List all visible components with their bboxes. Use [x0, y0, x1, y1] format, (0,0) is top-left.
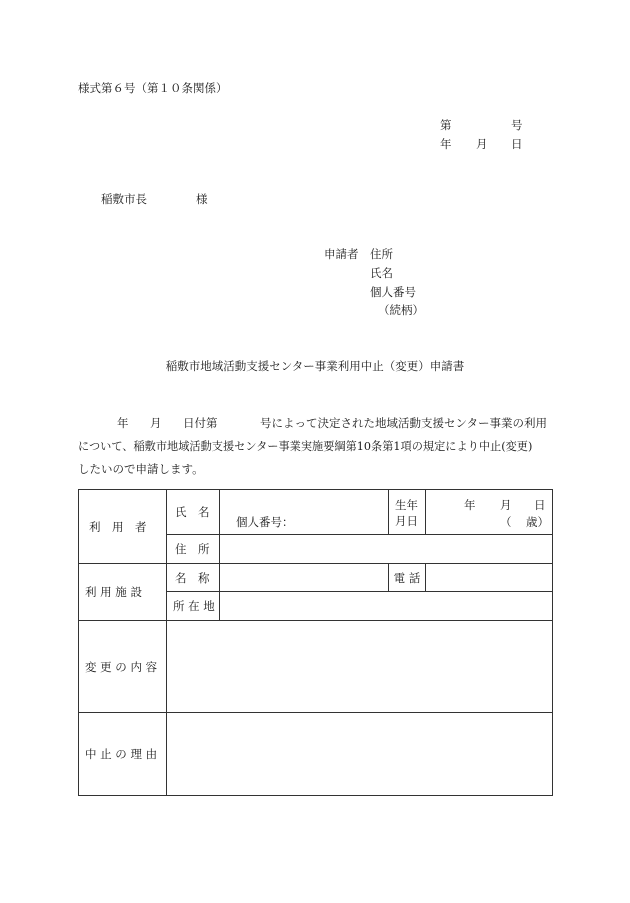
table-row — [79, 713, 553, 796]
address-label-cell — [167, 535, 220, 564]
body-line1-rest: 号によって決定された地域活動支援センター事業の利用 — [260, 416, 548, 430]
dob-value-cell[interactable] — [426, 490, 553, 535]
application-table — [78, 489, 553, 796]
facility-label-text: 利 用 施 設 — [85, 585, 142, 599]
location-label: 所 在 地 — [173, 599, 215, 613]
phone-value-cell[interactable] — [426, 564, 553, 592]
table-row — [79, 564, 553, 592]
phone-label-cell — [388, 563, 425, 592]
applicant-name-label: 氏名 — [370, 266, 393, 280]
change-value-cell[interactable] — [167, 621, 553, 713]
user-section-label — [79, 490, 167, 564]
address-value-cell[interactable] — [220, 535, 553, 564]
body-month: 月 — [150, 416, 162, 430]
facility-name-value-cell[interactable] — [220, 564, 426, 592]
dob-label-cell — [389, 490, 426, 535]
facility-section-label — [79, 564, 167, 621]
document-title: 稲敷市地域活動支援センター事業利用中止（変更）申請書 — [165, 359, 465, 373]
dob-day-label: 日 — [534, 498, 546, 512]
applicant-relationship-label: （続柄） — [378, 303, 424, 317]
dob-label-line1: 生年 — [395, 498, 418, 512]
date-day-label: 日 — [511, 137, 523, 151]
dob-label-line2: 月日 — [395, 514, 418, 528]
document-number-prefix: 第 — [440, 118, 452, 132]
table-row — [79, 490, 553, 535]
date-month-label: 月 — [476, 137, 488, 151]
table-row — [79, 621, 553, 713]
age-open-paren: （ — [500, 515, 512, 529]
address-label: 住 所 — [175, 542, 210, 556]
age-close-label: 歳） — [526, 515, 549, 529]
addressee-name: 稲敷市長 — [101, 192, 147, 206]
user-label-text: 利 用 者 — [89, 519, 147, 534]
facility-name-label-cell — [167, 564, 220, 592]
body-year: 年 — [117, 416, 129, 430]
addressee-honorific: 様 — [196, 192, 208, 206]
name-label: 氏 名 — [175, 505, 210, 519]
applicant-personal-number-label: 個人番号 — [370, 285, 416, 299]
applicant-label: 申請者 — [324, 247, 359, 261]
phone-label: 電 話 — [393, 570, 421, 585]
body-line3: したいので申請します。 — [78, 462, 204, 476]
applicant-address-label: 住所 — [370, 247, 393, 261]
dob-year-label: 年 — [464, 498, 476, 512]
name-label-cell — [167, 490, 220, 535]
change-label-cell — [79, 621, 167, 713]
reason-value-cell[interactable] — [167, 713, 553, 796]
document-number-suffix: 号 — [511, 118, 523, 132]
location-label-cell — [167, 592, 220, 621]
change-label: 変 更 の 内 容 — [85, 659, 158, 674]
date-year-label: 年 — [440, 137, 452, 151]
reason-label: 中 止 の 理 由 — [85, 747, 158, 761]
facility-name-label: 名 称 — [175, 570, 210, 585]
name-value-cell[interactable] — [220, 490, 389, 535]
location-value-cell[interactable] — [220, 592, 553, 621]
body-line2: について、稲敷市地域活動支援センター事業実施要綱第10条第1項の規定により中止(変更) — [78, 440, 533, 453]
form-number: 様式第６号（第１０条関係） — [78, 81, 228, 95]
dob-month-label: 月 — [500, 498, 512, 512]
reason-label-cell — [79, 713, 167, 796]
personal-number-label: 個人番号： — [236, 515, 294, 529]
body-date-ref: 日付第 — [183, 416, 218, 430]
